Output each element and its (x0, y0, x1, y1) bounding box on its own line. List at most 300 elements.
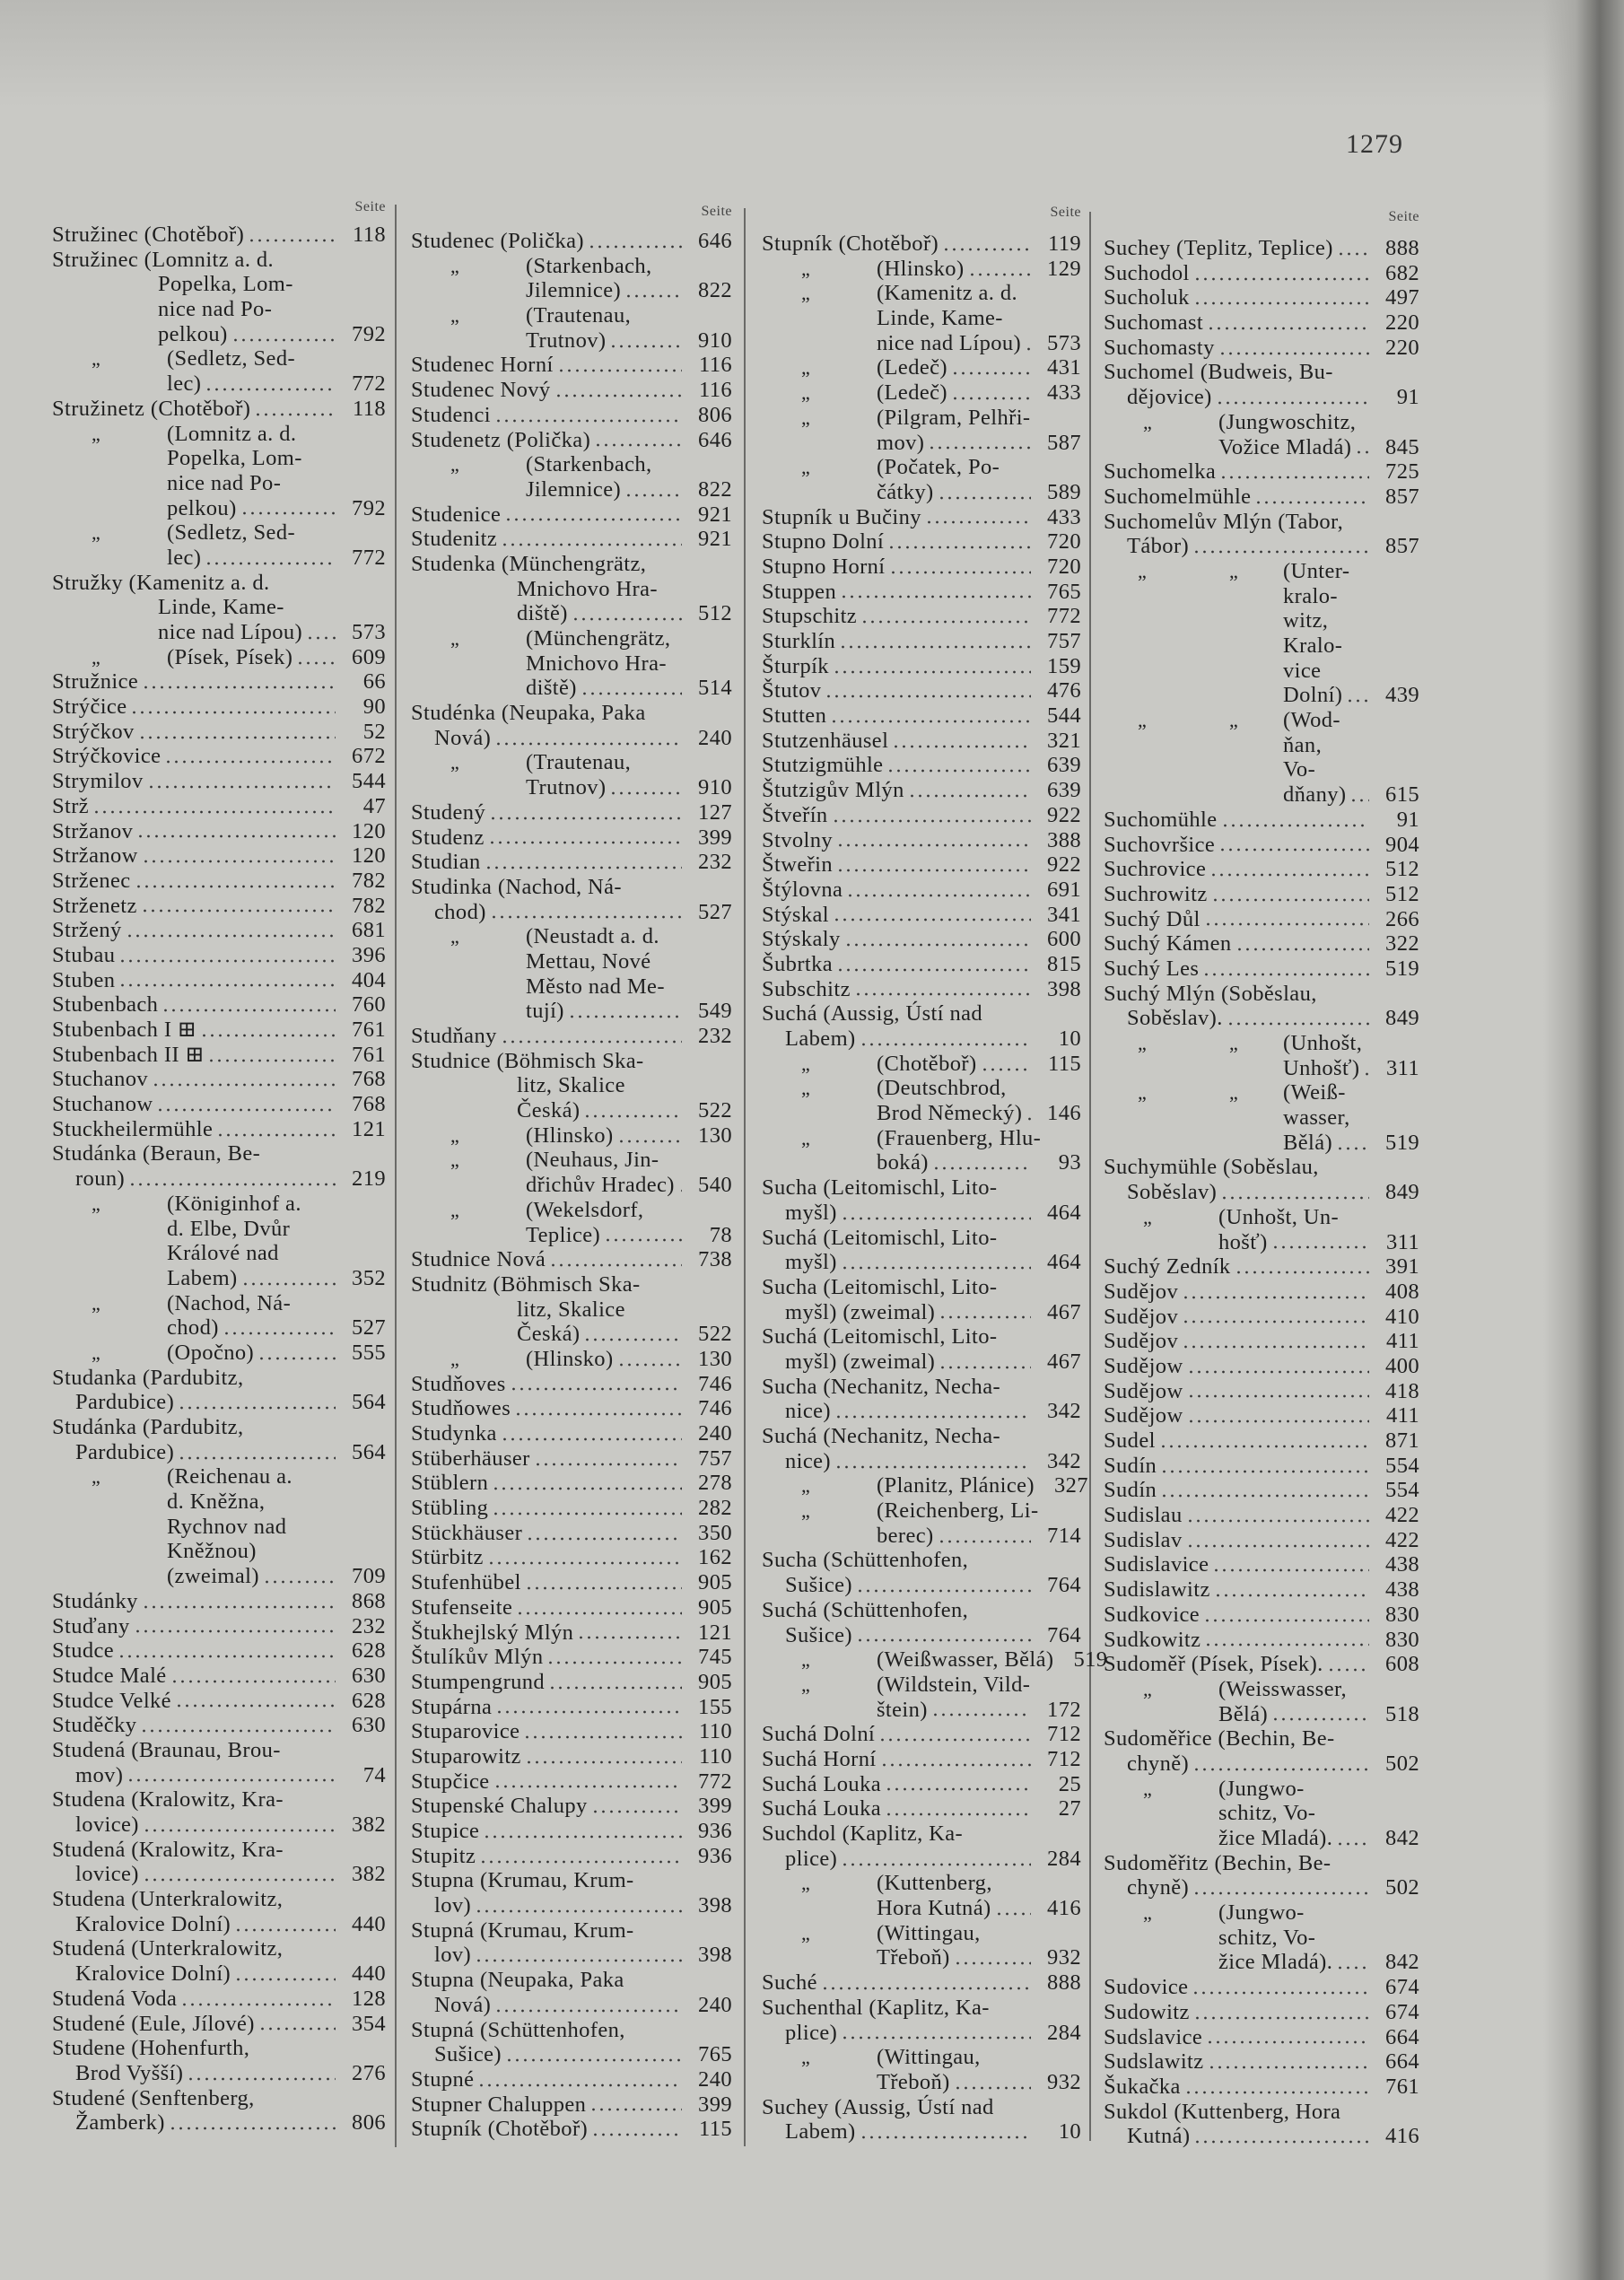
ditto-mark: „ (1229, 1032, 1239, 1054)
entry-line (1104, 1080, 1419, 1105)
entry-name: Stvolny (762, 827, 834, 852)
entry-name: Studce Velké (52, 1688, 171, 1713)
entry-name: Sturklín (762, 629, 836, 653)
dot-leader (92, 808, 336, 816)
ditto-mark: „ (92, 1341, 101, 1364)
entry-name: Suchdol (Kaplitz, Ka- (762, 1821, 964, 1846)
entry-line (52, 2061, 386, 2086)
page-reference: 761 (352, 1018, 386, 1042)
dot-leader (1235, 1269, 1369, 1276)
entry-line (52, 1291, 386, 1316)
page-reference: 932 (1047, 1945, 1081, 1970)
entry-line (762, 1150, 1081, 1175)
entry-continuation: Rychnov nad (167, 1514, 287, 1539)
entry-line (52, 669, 386, 694)
entry-line (52, 1192, 386, 1217)
entry-line (52, 1763, 386, 1788)
dot-leader (1186, 1517, 1369, 1524)
dot-leader (525, 1585, 682, 1592)
entry-name: (Wittingau, (877, 1920, 981, 1945)
dot-leader (846, 892, 1031, 899)
dot-leader (577, 1634, 682, 1641)
page-reference: 857 (1385, 534, 1419, 559)
entry-name: (Münchengrätz, (526, 626, 671, 651)
entry-line (1104, 683, 1419, 708)
entry-line (52, 1961, 386, 1987)
entry-line (762, 1226, 1081, 1251)
index-entry (762, 1076, 1081, 1125)
entry-name: Suchá Horní (762, 1746, 877, 1771)
entry-line (1104, 1577, 1419, 1603)
page-reference: 691 (1047, 877, 1081, 902)
entry-continuation: dějovice) (1127, 385, 1212, 410)
ditto-mark: „ (92, 422, 101, 445)
page-reference: 725 (1385, 459, 1419, 485)
entry-line (411, 1297, 732, 1323)
index-entry (762, 1548, 1081, 1597)
entry-line (762, 1498, 1081, 1524)
page-reference: 514 (698, 676, 732, 701)
entry-line (411, 999, 732, 1024)
dot-leader (1204, 1641, 1369, 1648)
entry-line (52, 1564, 386, 1589)
entry-continuation: myšl) (zweimal) (785, 1349, 936, 1374)
entry-name: Stupitz (411, 1843, 476, 1868)
entry-name: Stýskaly (762, 927, 841, 952)
page-reference: 609 (352, 644, 386, 669)
index-entry (1104, 1031, 1419, 1080)
entry-line (411, 601, 732, 626)
index-column-2 (411, 204, 732, 2142)
dot-leader (141, 907, 336, 914)
page-reference: 27 (1058, 1796, 1081, 1821)
page-reference: 745 (698, 1645, 732, 1670)
entry-line (762, 1052, 1081, 1077)
entry-name: Sucha (Leitomischl, Lito- (762, 1175, 998, 1201)
entry-line (52, 1738, 386, 1763)
entry-name: Sudějow (1104, 1378, 1183, 1403)
index-entry (52, 248, 386, 347)
index-entry (52, 1738, 386, 1787)
dot-leader (836, 867, 1031, 874)
entry-line (52, 1141, 386, 1166)
entry-name: Suchý Kámen (1104, 931, 1232, 957)
dot-leader (833, 916, 1031, 923)
index-entry (1104, 236, 1419, 261)
entry-continuation: ňan, (1283, 732, 1323, 757)
entry-name: Stupno Horní (762, 554, 886, 579)
entry-line (411, 1372, 732, 1397)
entry-continuation: žice Mladá). (1218, 1826, 1333, 1850)
index-entry (762, 1001, 1081, 1051)
ditto-mark: „ (801, 1499, 811, 1523)
entry-line (1104, 1801, 1419, 1826)
page-reference: 391 (1385, 1254, 1419, 1280)
entry-name: Stubau (52, 942, 116, 967)
dot-leader (501, 1038, 682, 1045)
entry-name: Strymilov (52, 769, 144, 794)
index-entry (411, 875, 732, 924)
page-reference: 502 (1385, 1751, 1419, 1776)
entry-line (762, 654, 1081, 679)
page-reference: 130 (698, 1346, 732, 1371)
index-entry (1104, 1652, 1419, 1677)
entry-line (52, 1887, 386, 1912)
dot-leader (178, 1404, 336, 1411)
entry-line (411, 1719, 732, 1744)
entry-line (52, 1067, 386, 1092)
index-entry (762, 1498, 1081, 1548)
entry-line (762, 1175, 1081, 1201)
dot-leader (494, 740, 682, 747)
entry-line (762, 1126, 1081, 1151)
entry-name: Suché (762, 1970, 817, 1996)
entry-continuation: Hora Kutná) (877, 1896, 991, 1921)
dot-leader (589, 2106, 682, 2113)
dot-leader (475, 1908, 682, 1915)
dot-leader (938, 494, 1031, 502)
entry-line (52, 2036, 386, 2061)
dot-leader (1336, 1840, 1369, 1848)
dot-leader (887, 544, 1031, 551)
entry-continuation: Králové nad (167, 1241, 279, 1266)
page-reference: 628 (352, 1688, 386, 1713)
entry-continuation: litz, Skalice (517, 1073, 625, 1098)
page-reference: 672 (352, 744, 386, 769)
entry-line (411, 1272, 732, 1297)
entry-line (411, 1918, 732, 1944)
dot-leader (516, 1610, 682, 1617)
entry-name: Stuchanow (52, 1092, 153, 1117)
dot-leader (572, 616, 682, 623)
dot-leader (205, 386, 336, 393)
entry-name: Studce (52, 1638, 115, 1664)
entry-name: Studenec Nový (411, 378, 551, 403)
entry-line (762, 1970, 1081, 1996)
entry-line (411, 527, 732, 552)
entry-continuation: (zweimal) (167, 1564, 259, 1589)
page-reference: 674 (1385, 1975, 1419, 2000)
dot-leader (170, 1678, 336, 1685)
entry-line (411, 2092, 732, 2118)
page-reference: 321 (1047, 728, 1081, 753)
entry-name: Studenice (411, 502, 502, 527)
page-reference: 573 (1047, 330, 1081, 355)
entry-line (52, 595, 386, 620)
dot-leader (878, 1736, 1031, 1743)
entry-line (52, 1862, 386, 1887)
entry-continuation: schitz, Vo- (1218, 1801, 1316, 1826)
dot-leader (495, 1708, 682, 1716)
entry-line (1104, 534, 1419, 559)
ditto-mark: „ (801, 1673, 811, 1696)
dot-leader (839, 643, 1031, 651)
page-reference: 815 (1047, 951, 1081, 976)
page-reference: 554 (1385, 1453, 1419, 1478)
index-entry (762, 1647, 1108, 1673)
dot-leader (1218, 846, 1369, 853)
entry-line (52, 894, 386, 919)
entry-name: (Wittingau, (877, 2045, 981, 2070)
page-reference: 128 (352, 1986, 386, 2011)
entry-line (52, 272, 386, 297)
page-reference: 544 (352, 769, 386, 794)
index-entry (411, 254, 732, 303)
index-entry (411, 1769, 732, 1795)
index-entry (1104, 957, 1419, 982)
dot-leader (501, 541, 682, 548)
page-reference: 519 (1385, 1130, 1419, 1155)
page-reference: 905 (698, 1570, 732, 1595)
entry-name: Stupné (411, 2066, 475, 2092)
entry-name: (Reichenberg, Li- (877, 1498, 1039, 1524)
index-entry (52, 520, 386, 570)
dot-leader (939, 1364, 1031, 1371)
index-entry (411, 1794, 732, 1819)
page-reference: 433 (1047, 504, 1081, 529)
entry-name: (Planitz, Plánice) (877, 1473, 1035, 1498)
index-entry (52, 794, 386, 819)
dot-leader (234, 1926, 336, 1934)
entry-line (1104, 1751, 1419, 1777)
entry-continuation: boká) (877, 1150, 929, 1175)
page-reference: 396 (352, 942, 386, 967)
entry-name: (Wekelsdorf, (526, 1197, 644, 1222)
entry-line (411, 924, 732, 949)
page-reference: 630 (352, 1713, 386, 1738)
entry-name: (Hlinsko) (526, 1123, 614, 1148)
entry-continuation: nice nad Po- (167, 470, 282, 495)
dot-leader (494, 417, 682, 424)
page-reference: 757 (698, 1446, 732, 1471)
page-reference: 116 (698, 353, 732, 378)
ditto-mark: „ (801, 406, 811, 429)
entry-name: Studená (Braunau, Brou- (52, 1737, 281, 1762)
dot-leader (1192, 548, 1369, 555)
entry-continuation: Nová) (434, 725, 492, 750)
dot-leader (1227, 1020, 1369, 1027)
entry-line (411, 651, 732, 677)
page-reference: 922 (1047, 802, 1081, 827)
index-entry (762, 257, 1081, 282)
entry-name: Studňany (411, 1024, 497, 1048)
entry-line (411, 2117, 732, 2142)
entry-line (1104, 261, 1419, 286)
entry-name: Sudoměř (Písek, Písek). (1104, 1652, 1323, 1677)
index-entry (411, 2018, 732, 2067)
entry-line (411, 900, 732, 925)
entry-name: Stupner Chaluppen (411, 2092, 587, 2117)
dot-leader (931, 1711, 1031, 1718)
entry-continuation: pelkou) (167, 495, 237, 520)
page-reference: 849 (1385, 1180, 1419, 1205)
entry-line (52, 2012, 386, 2037)
entry-continuation: Sušice) (434, 2042, 502, 2067)
page-reference: 10 (1058, 2119, 1081, 2145)
entry-name: Suchá (Schüttenhofen, (762, 1597, 969, 1622)
index-entry (762, 678, 1081, 703)
dot-leader (296, 660, 336, 667)
entry-line (52, 1614, 386, 1639)
entry-line (762, 1921, 1081, 1946)
dot-leader (164, 758, 336, 765)
page-reference: 74 (362, 1762, 386, 1787)
index-entry (52, 720, 386, 745)
entry-line (762, 1076, 1081, 1101)
dot-leader (1206, 2039, 1369, 2046)
index-entry (1104, 1454, 1419, 1479)
page-reference: 764 (1047, 1573, 1081, 1598)
index-entry (411, 378, 732, 403)
page-reference: 464 (1047, 1250, 1081, 1275)
entry-line (1104, 559, 1419, 584)
entry-continuation: plice) (785, 1846, 838, 1871)
entry-line (762, 1796, 1081, 1821)
index-entry (1104, 1280, 1419, 1305)
entry-line (52, 1464, 386, 1489)
index-entry (52, 1614, 386, 1639)
entry-name: (Lomnitz a. d. (167, 421, 297, 446)
entry-continuation: mov) (75, 1762, 124, 1787)
index-entry (52, 769, 386, 794)
page-reference: 822 (698, 278, 732, 303)
page-reference: 433 (1047, 380, 1081, 406)
entry-line (52, 1713, 386, 1738)
entry-name: Stufenseite (411, 1594, 513, 1620)
dot-leader (248, 237, 336, 244)
index-entry (411, 452, 732, 502)
entry-continuation: hošť) (1218, 1229, 1268, 1254)
entry-line (1104, 2075, 1419, 2100)
index-entry (1104, 1379, 1419, 1404)
entry-name: Suchý Zedník (1104, 1254, 1231, 1280)
entry-name: Stružinec (Lomnitz a. d. (52, 247, 275, 272)
dot-leader (216, 1131, 336, 1139)
page-reference: 646 (698, 229, 732, 253)
index-entry (52, 918, 386, 943)
page-reference: 240 (698, 1992, 732, 2017)
page-reference: 765 (1047, 579, 1081, 604)
entry-line (411, 1968, 732, 1993)
index-entry (762, 1052, 1081, 1077)
page-reference: 806 (352, 2110, 386, 2136)
entry-name: (Jungwo- (1218, 1776, 1305, 1801)
dot-leader (200, 1032, 336, 1039)
entry-line (52, 1689, 386, 1714)
dot-leader (833, 668, 1031, 676)
entry-continuation: Soběslav) (1127, 1180, 1218, 1205)
dot-leader (492, 1510, 682, 1517)
index-entry (762, 654, 1081, 679)
dot-leader (514, 1411, 682, 1418)
book-binding-shadow (1543, 0, 1624, 2280)
entry-continuation: diště) (517, 601, 568, 626)
entry-line (1104, 1230, 1419, 1255)
index-entry (762, 1473, 1088, 1498)
entry-line (1104, 1056, 1419, 1081)
index-entry (762, 604, 1081, 629)
entry-line (1104, 1354, 1419, 1379)
entry-line (762, 1449, 1081, 1474)
dot-leader (147, 783, 336, 791)
page-reference: 400 (1385, 1353, 1419, 1378)
index-entry (411, 701, 732, 750)
entry-line (762, 729, 1081, 754)
entry-line (762, 1772, 1081, 1797)
entry-line (762, 1945, 1081, 1970)
index-entry (52, 1589, 386, 1614)
page-reference: 527 (698, 899, 732, 924)
dot-leader (609, 343, 682, 350)
ditto-mark: „ (801, 1872, 811, 1895)
entry-name: Sudějow (1104, 1403, 1183, 1428)
entry-continuation: myšl) (785, 1200, 837, 1225)
index-entry (52, 1838, 386, 1887)
entry-name: Sucha (Nechanitz, Necha- (762, 1374, 1001, 1399)
page-reference: 155 (698, 1694, 732, 1719)
entry-line (52, 1315, 386, 1341)
page-reference: 411 (1385, 1403, 1419, 1428)
dot-leader (143, 1827, 336, 1834)
entry-line (411, 1123, 732, 1149)
page-reference: 936 (698, 1843, 732, 1868)
index-entry (762, 505, 1081, 530)
index-entry (762, 1126, 1081, 1175)
entry-line (52, 819, 386, 844)
index-entry (52, 1464, 386, 1588)
page-reference: 857 (1385, 484, 1419, 509)
entry-continuation: nice nad Lípou) (158, 620, 303, 644)
index-entry (52, 2012, 386, 2037)
entry-line (52, 1515, 386, 1540)
entry-name: Stružnice (52, 669, 139, 694)
entry-line (411, 875, 732, 900)
entry-name: Sudějow (1104, 1353, 1183, 1378)
entry-line (762, 455, 1081, 480)
entry-line (1104, 2025, 1419, 2050)
entry-line (411, 1198, 732, 1223)
entry-line (1104, 808, 1419, 833)
index-entry (1104, 1254, 1419, 1280)
entry-line (52, 471, 386, 496)
entry-line (1104, 336, 1419, 361)
page-reference: 922 (1047, 852, 1081, 878)
entry-line (1104, 1379, 1419, 1404)
dot-leader (306, 634, 336, 642)
entry-continuation: Linde, Kame- (877, 306, 1003, 331)
index-entry (52, 1936, 386, 1986)
entry-line (762, 952, 1081, 977)
entry-name: Suchá (Nechanitz, Necha- (762, 1424, 1001, 1448)
entry-name: Studňowes (411, 1396, 511, 1421)
dot-leader (479, 1858, 682, 1865)
page-reference: 322 (1385, 931, 1419, 957)
page-reference: 519 (1385, 956, 1419, 981)
entry-name: Studnice Nová (411, 1247, 546, 1272)
entry-continuation: nice) (785, 1399, 831, 1424)
index-entry (1104, 336, 1419, 361)
entry-line (762, 406, 1081, 431)
entry-name: Sudoměřice (Bechin, Be- (1104, 1726, 1335, 1751)
entry-line (411, 1446, 732, 1472)
entry-line (1104, 1155, 1419, 1180)
entry-continuation: Sušice) (785, 1573, 852, 1598)
entry-continuation: Labem) (785, 2119, 856, 2145)
entry-line (52, 1266, 386, 1291)
entry-name: (Nachod, Ná- (167, 1290, 292, 1315)
entry-name: Suchý Les (1104, 956, 1200, 981)
dot-leader (534, 1461, 682, 1468)
